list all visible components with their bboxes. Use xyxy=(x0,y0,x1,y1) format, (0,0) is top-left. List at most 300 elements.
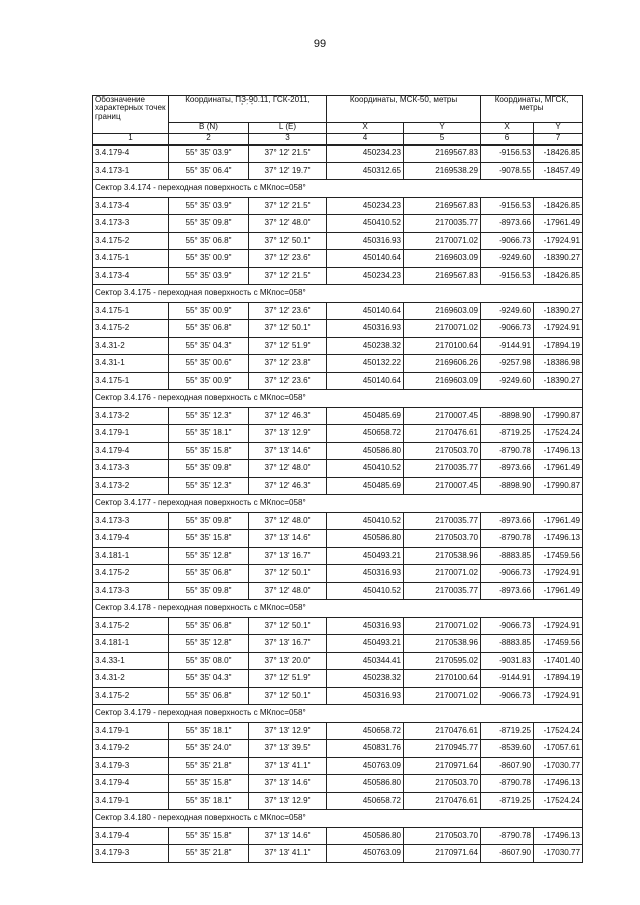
x-msk-cell: 450316.93 xyxy=(327,565,404,583)
longitude-cell: 37° 13' 16.7" xyxy=(249,635,327,653)
x-msk-cell: 450234.23 xyxy=(327,197,404,215)
x-mgsk-cell: -9156.53 xyxy=(481,197,534,215)
table-row xyxy=(93,442,583,460)
latitude-cell: 55° 35' 06.8" xyxy=(169,320,249,338)
latitude-cell: 55° 35' 06.4" xyxy=(169,162,249,180)
latitude-cell: 55° 35' 03.9" xyxy=(169,197,249,215)
x-msk-cell: 450132.22 xyxy=(327,355,404,373)
table-row xyxy=(93,775,583,793)
point-id-cell: 3.4.175-2 xyxy=(93,687,169,705)
x-mgsk-cell: -8539.60 xyxy=(481,740,534,758)
point-id-cell: 3.4.179-3 xyxy=(93,757,169,775)
y-mgsk-cell: -17924.91 xyxy=(534,617,583,635)
header-col-number: 2 xyxy=(169,134,249,145)
x-mgsk-cell: -9144.91 xyxy=(481,670,534,688)
table-row xyxy=(93,197,583,215)
x-msk-cell: 450658.72 xyxy=(327,722,404,740)
table-row xyxy=(93,635,583,653)
table-row xyxy=(93,337,583,355)
page-number: 99 xyxy=(313,38,327,50)
table-row xyxy=(93,477,583,495)
y-mgsk-cell: -17924.91 xyxy=(534,320,583,338)
latitude-cell: 55° 35' 00.9" xyxy=(169,250,249,268)
longitude-cell: 37° 12' 50.1" xyxy=(249,232,327,250)
y-msk-cell: 2170071.02 xyxy=(404,687,481,705)
y-msk-cell: 2170007.45 xyxy=(404,477,481,495)
x-mgsk-cell: -8898.90 xyxy=(481,407,534,425)
x-mgsk-cell: -8719.25 xyxy=(481,722,534,740)
x-mgsk-cell: -9066.73 xyxy=(481,687,534,705)
x-mgsk-cell: -9144.91 xyxy=(481,337,534,355)
longitude-cell: 37° 12' 21.5" xyxy=(249,145,327,163)
header-coords-pz90-label: Координаты, ПЗ-90.11, ГСК-2011, xyxy=(185,95,310,104)
table-row xyxy=(93,827,583,845)
y-msk-cell: 2170476.61 xyxy=(404,425,481,443)
y-msk-cell: 2170035.77 xyxy=(404,460,481,478)
longitude-cell: 37° 13' 14.6" xyxy=(249,827,327,845)
y-msk-cell: 2169538.29 xyxy=(404,162,481,180)
table-row xyxy=(93,302,583,320)
latitude-cell: 55° 35' 15.8" xyxy=(169,530,249,548)
x-mgsk-cell: -9249.60 xyxy=(481,302,534,320)
latitude-cell: 55° 35' 06.8" xyxy=(169,565,249,583)
x-msk-cell: 450140.64 xyxy=(327,250,404,268)
x-mgsk-cell: -8973.66 xyxy=(481,460,534,478)
x-mgsk-cell: -8973.66 xyxy=(481,582,534,600)
x-msk-cell: 450316.93 xyxy=(327,687,404,705)
latitude-cell: 55° 35' 06.8" xyxy=(169,232,249,250)
point-id-cell: 3.4.179-1 xyxy=(93,722,169,740)
x-msk-cell: 450493.21 xyxy=(327,547,404,565)
y-mgsk-cell: -17990.87 xyxy=(534,477,583,495)
table-row xyxy=(93,232,583,250)
point-id-cell: 3.4.181-1 xyxy=(93,547,169,565)
y-msk-cell: 2170503.70 xyxy=(404,775,481,793)
point-id-cell: 3.4.33-1 xyxy=(93,652,169,670)
x-msk-cell: 450316.93 xyxy=(327,617,404,635)
y-msk-cell: 2170476.61 xyxy=(404,792,481,810)
y-mgsk-cell: -17924.91 xyxy=(534,687,583,705)
y-msk-cell: 2170035.77 xyxy=(404,582,481,600)
header-b-n: B (N) xyxy=(169,123,249,134)
header-col-number: 6 xyxy=(481,134,534,145)
header-x-msk: X xyxy=(327,123,404,134)
y-mgsk-cell: -17924.91 xyxy=(534,232,583,250)
y-msk-cell: 2170007.45 xyxy=(404,407,481,425)
y-mgsk-cell: -18390.27 xyxy=(534,250,583,268)
y-msk-cell: 2170538.96 xyxy=(404,547,481,565)
latitude-cell: 55° 35' 12.3" xyxy=(169,407,249,425)
point-id-cell: 3.4.175-2 xyxy=(93,565,169,583)
y-msk-cell: 2169567.83 xyxy=(404,145,481,163)
x-msk-cell: 450140.64 xyxy=(327,372,404,390)
y-msk-cell: 2170503.70 xyxy=(404,442,481,460)
longitude-cell: 37° 12' 50.1" xyxy=(249,320,327,338)
point-id-cell: 3.4.175-2 xyxy=(93,232,169,250)
y-mgsk-cell: -17961.49 xyxy=(534,460,583,478)
latitude-cell: 55° 35' 06.8" xyxy=(169,687,249,705)
longitude-cell: 37° 13' 41.1" xyxy=(249,845,327,863)
x-mgsk-cell: -8973.66 xyxy=(481,215,534,233)
x-mgsk-cell: -8719.25 xyxy=(481,425,534,443)
x-mgsk-cell: -8883.85 xyxy=(481,547,534,565)
y-mgsk-cell: -17401.40 xyxy=(534,652,583,670)
y-msk-cell: 2170971.64 xyxy=(404,845,481,863)
header-col-number: 4 xyxy=(327,134,404,145)
point-id-cell: 3.4.179-2 xyxy=(93,740,169,758)
longitude-cell: 37° 13' 12.9" xyxy=(249,722,327,740)
header-coords-pz90 xyxy=(169,96,327,123)
y-msk-cell: 2170071.02 xyxy=(404,232,481,250)
table-row xyxy=(93,757,583,775)
sector-title: Сектор 3.4.174 - переходная поверхность с МКпос=058° xyxy=(93,180,583,198)
y-msk-cell: 2170595.02 xyxy=(404,652,481,670)
y-mgsk-cell: -17496.13 xyxy=(534,775,583,793)
x-msk-cell: 450410.52 xyxy=(327,582,404,600)
x-msk-cell: 450410.52 xyxy=(327,460,404,478)
x-msk-cell: 450344.41 xyxy=(327,652,404,670)
x-msk-cell: 450234.23 xyxy=(327,145,404,163)
point-id-cell: 3.4.31-1 xyxy=(93,355,169,373)
point-id-cell: 3.4.173-1 xyxy=(93,162,169,180)
point-id-cell: 3.4.173-3 xyxy=(93,512,169,530)
x-msk-cell: 450234.23 xyxy=(327,267,404,285)
longitude-cell: 37° 13' 20.0" xyxy=(249,652,327,670)
point-id-cell: 3.4.173-3 xyxy=(93,215,169,233)
point-id-cell: 3.4.179-4 xyxy=(93,530,169,548)
longitude-cell: 37° 12' 51.9" xyxy=(249,670,327,688)
sector-row xyxy=(93,180,583,198)
header-col-number: 1 xyxy=(93,134,169,145)
table-row xyxy=(93,425,583,443)
x-mgsk-cell: -9078.55 xyxy=(481,162,534,180)
sector-row xyxy=(93,390,583,408)
longitude-cell: 37° 12' 21.5" xyxy=(249,197,327,215)
point-id-cell: 3.4.179-4 xyxy=(93,827,169,845)
y-msk-cell: 2170503.70 xyxy=(404,827,481,845)
x-mgsk-cell: -9066.73 xyxy=(481,320,534,338)
point-id-cell: 3.4.173-4 xyxy=(93,267,169,285)
sector-row xyxy=(93,810,583,828)
longitude-cell: 37° 13' 14.6" xyxy=(249,775,327,793)
x-mgsk-cell: -8790.78 xyxy=(481,827,534,845)
y-msk-cell: 2170100.64 xyxy=(404,337,481,355)
x-mgsk-cell: -9249.60 xyxy=(481,372,534,390)
table-row xyxy=(93,670,583,688)
header-l-e: L (E) xyxy=(249,123,327,134)
y-msk-cell: 2170071.02 xyxy=(404,617,481,635)
x-msk-cell: 450238.32 xyxy=(327,337,404,355)
point-id-cell: 3.4.175-2 xyxy=(93,320,169,338)
x-mgsk-cell: -8883.85 xyxy=(481,635,534,653)
table-row xyxy=(93,145,583,163)
x-msk-cell: 450316.93 xyxy=(327,320,404,338)
latitude-cell: 55° 35' 00.9" xyxy=(169,302,249,320)
point-id-cell: 3.4.179-4 xyxy=(93,442,169,460)
x-msk-cell: 450140.64 xyxy=(327,302,404,320)
longitude-cell: 37° 12' 23.6" xyxy=(249,372,327,390)
latitude-cell: 55° 35' 24.0" xyxy=(169,740,249,758)
y-mgsk-cell: -17524.24 xyxy=(534,425,583,443)
latitude-cell: 55° 35' 00.6" xyxy=(169,355,249,373)
point-id-cell: 3.4.173-3 xyxy=(93,460,169,478)
point-id-cell: 3.4.175-1 xyxy=(93,302,169,320)
table-row xyxy=(93,565,583,583)
y-mgsk-cell: -18390.27 xyxy=(534,372,583,390)
sector-title: Сектор 3.4.175 - переходная поверхность с МКпос=058° xyxy=(93,285,583,303)
y-mgsk-cell: -17459.56 xyxy=(534,547,583,565)
x-mgsk-cell: -8973.66 xyxy=(481,512,534,530)
x-mgsk-cell: -9156.53 xyxy=(481,145,534,163)
point-id-cell: 3.4.175-1 xyxy=(93,250,169,268)
x-mgsk-cell: -9066.73 xyxy=(481,232,534,250)
y-msk-cell: 2170503.70 xyxy=(404,530,481,548)
latitude-cell: 55° 35' 21.8" xyxy=(169,845,249,863)
sector-row xyxy=(93,705,583,723)
y-msk-cell: 2170945.77 xyxy=(404,740,481,758)
longitude-cell: 37° 13' 16.7" xyxy=(249,547,327,565)
latitude-cell: 55° 35' 06.8" xyxy=(169,617,249,635)
x-msk-cell: 450485.69 xyxy=(327,407,404,425)
latitude-cell: 55° 35' 00.9" xyxy=(169,372,249,390)
latitude-cell: 55° 35' 09.8" xyxy=(169,512,249,530)
longitude-cell: 37° 12' 48.0" xyxy=(249,215,327,233)
point-id-cell: 3.4.173-2 xyxy=(93,407,169,425)
y-msk-cell: 2169603.09 xyxy=(404,250,481,268)
longitude-cell: 37° 12' 23.8" xyxy=(249,355,327,373)
x-msk-cell: 450831.76 xyxy=(327,740,404,758)
point-id-cell: 3.4.179-4 xyxy=(93,145,169,163)
x-mgsk-cell: -9066.73 xyxy=(481,617,534,635)
y-mgsk-cell: -17961.49 xyxy=(534,582,583,600)
x-msk-cell: 450410.52 xyxy=(327,512,404,530)
header-coords-pz90-units: ° ′ ″ xyxy=(241,103,254,110)
table-row xyxy=(93,845,583,863)
x-mgsk-cell: -9066.73 xyxy=(481,565,534,583)
x-msk-cell: 450586.80 xyxy=(327,442,404,460)
y-msk-cell: 2169567.83 xyxy=(404,197,481,215)
y-mgsk-cell: -18426.85 xyxy=(534,267,583,285)
x-msk-cell: 450312.65 xyxy=(327,162,404,180)
longitude-cell: 37° 12' 50.1" xyxy=(249,617,327,635)
table-header xyxy=(93,96,583,145)
y-mgsk-cell: -17924.91 xyxy=(534,565,583,583)
header-col-number: 3 xyxy=(249,134,327,145)
latitude-cell: 55° 35' 09.8" xyxy=(169,215,249,233)
longitude-cell: 37° 12' 23.6" xyxy=(249,302,327,320)
y-msk-cell: 2169606.26 xyxy=(404,355,481,373)
table-row xyxy=(93,582,583,600)
table-row xyxy=(93,687,583,705)
table-row xyxy=(93,320,583,338)
x-msk-cell: 450586.80 xyxy=(327,827,404,845)
longitude-cell: 37° 12' 48.0" xyxy=(249,460,327,478)
point-id-cell: 3.4.179-3 xyxy=(93,845,169,863)
y-mgsk-cell: -18457.49 xyxy=(534,162,583,180)
longitude-cell: 37° 12' 50.1" xyxy=(249,565,327,583)
y-msk-cell: 2170538.96 xyxy=(404,635,481,653)
header-y-msk: Y xyxy=(404,123,481,134)
y-msk-cell: 2170100.64 xyxy=(404,670,481,688)
x-msk-cell: 450586.80 xyxy=(327,775,404,793)
y-mgsk-cell: -17894.19 xyxy=(534,337,583,355)
x-msk-cell: 450586.80 xyxy=(327,530,404,548)
header-coords-mgsk: Координаты, МГСК, метры xyxy=(481,96,583,123)
longitude-cell: 37° 12' 48.0" xyxy=(249,512,327,530)
y-mgsk-cell: -17459.56 xyxy=(534,635,583,653)
point-id-cell: 3.4.31-2 xyxy=(93,670,169,688)
x-mgsk-cell: -8607.90 xyxy=(481,757,534,775)
longitude-cell: 37° 12' 46.3" xyxy=(249,477,327,495)
point-id-cell: 3.4.31-2 xyxy=(93,337,169,355)
y-mgsk-cell: -17961.49 xyxy=(534,512,583,530)
latitude-cell: 55° 35' 12.8" xyxy=(169,635,249,653)
y-msk-cell: 2169603.09 xyxy=(404,302,481,320)
latitude-cell: 55° 35' 03.9" xyxy=(169,145,249,163)
longitude-cell: 37° 13' 12.9" xyxy=(249,792,327,810)
header-col-number: 7 xyxy=(534,134,583,145)
x-mgsk-cell: -8790.78 xyxy=(481,775,534,793)
table-row xyxy=(93,215,583,233)
latitude-cell: 55° 35' 12.8" xyxy=(169,547,249,565)
x-msk-cell: 450658.72 xyxy=(327,792,404,810)
latitude-cell: 55° 35' 15.8" xyxy=(169,442,249,460)
x-mgsk-cell: -8607.90 xyxy=(481,845,534,863)
point-id-cell: 3.4.179-1 xyxy=(93,792,169,810)
y-msk-cell: 2169603.09 xyxy=(404,372,481,390)
y-msk-cell: 2169567.83 xyxy=(404,267,481,285)
sector-title: Сектор 3.4.179 - переходная поверхность с МКпос=058° xyxy=(93,705,583,723)
y-mgsk-cell: -17496.13 xyxy=(534,442,583,460)
longitude-cell: 37° 12' 21.5" xyxy=(249,267,327,285)
table-row xyxy=(93,355,583,373)
longitude-cell: 37° 12' 19.7" xyxy=(249,162,327,180)
longitude-cell: 37° 13' 39.5" xyxy=(249,740,327,758)
latitude-cell: 55° 35' 18.1" xyxy=(169,722,249,740)
y-mgsk-cell: -17524.24 xyxy=(534,722,583,740)
latitude-cell: 55° 35' 12.3" xyxy=(169,477,249,495)
longitude-cell: 37° 12' 23.6" xyxy=(249,250,327,268)
y-mgsk-cell: -17030.77 xyxy=(534,757,583,775)
x-msk-cell: 450658.72 xyxy=(327,425,404,443)
y-msk-cell: 2170035.77 xyxy=(404,215,481,233)
point-id-cell: 3.4.181-1 xyxy=(93,635,169,653)
table-row xyxy=(93,740,583,758)
y-mgsk-cell: -17961.49 xyxy=(534,215,583,233)
y-mgsk-cell: -17496.13 xyxy=(534,530,583,548)
table-row xyxy=(93,407,583,425)
sector-title: Сектор 3.4.180 - переходная поверхность с МКпос=058° xyxy=(93,810,583,828)
header-point-designation: Обозначение характерных точек границ xyxy=(93,96,169,134)
longitude-cell: 37° 13' 14.6" xyxy=(249,442,327,460)
y-msk-cell: 2170476.61 xyxy=(404,722,481,740)
y-msk-cell: 2170971.64 xyxy=(404,757,481,775)
longitude-cell: 37° 13' 41.1" xyxy=(249,757,327,775)
latitude-cell: 55° 35' 18.1" xyxy=(169,792,249,810)
x-mgsk-cell: -8898.90 xyxy=(481,477,534,495)
header-y-mgsk: Y xyxy=(534,123,583,134)
table-row xyxy=(93,250,583,268)
sector-row xyxy=(93,285,583,303)
x-msk-cell: 450238.32 xyxy=(327,670,404,688)
y-msk-cell: 2170071.02 xyxy=(404,565,481,583)
latitude-cell: 55° 35' 09.8" xyxy=(169,582,249,600)
x-msk-cell: 450485.69 xyxy=(327,477,404,495)
x-mgsk-cell: -9249.60 xyxy=(481,250,534,268)
x-mgsk-cell: -8790.78 xyxy=(481,530,534,548)
x-mgsk-cell: -9156.53 xyxy=(481,267,534,285)
sector-title: Сектор 3.4.177 - переходная поверхность с МКпос=058° xyxy=(93,495,583,513)
longitude-cell: 37° 13' 14.6" xyxy=(249,530,327,548)
header-col-number: 5 xyxy=(404,134,481,145)
table-body xyxy=(93,145,583,863)
x-msk-cell: 450763.09 xyxy=(327,845,404,863)
header-x-mgsk: X xyxy=(481,123,534,134)
longitude-cell: 37° 13' 12.9" xyxy=(249,425,327,443)
longitude-cell: 37° 12' 46.3" xyxy=(249,407,327,425)
sector-title: Сектор 3.4.176 - переходная поверхность с МКпос=058° xyxy=(93,390,583,408)
table-row xyxy=(93,460,583,478)
table-row xyxy=(93,617,583,635)
y-msk-cell: 2170035.77 xyxy=(404,512,481,530)
x-msk-cell: 450763.09 xyxy=(327,757,404,775)
y-msk-cell: 2170071.02 xyxy=(404,320,481,338)
table-row xyxy=(93,372,583,390)
x-msk-cell: 450316.93 xyxy=(327,232,404,250)
longitude-cell: 37° 12' 48.0" xyxy=(249,582,327,600)
point-id-cell: 3.4.173-3 xyxy=(93,582,169,600)
y-mgsk-cell: -18386.98 xyxy=(534,355,583,373)
latitude-cell: 55° 35' 03.9" xyxy=(169,267,249,285)
latitude-cell: 55° 35' 04.3" xyxy=(169,670,249,688)
longitude-cell: 37° 12' 50.1" xyxy=(249,687,327,705)
table-row xyxy=(93,792,583,810)
sector-title: Сектор 3.4.178 - переходная поверхность с МКпос=058° xyxy=(93,600,583,618)
table-row xyxy=(93,530,583,548)
header-coords-msk50: Координаты, МСК-50, метры xyxy=(327,96,481,123)
latitude-cell: 55° 35' 08.0" xyxy=(169,652,249,670)
table-row xyxy=(93,652,583,670)
x-mgsk-cell: -9257.98 xyxy=(481,355,534,373)
latitude-cell: 55° 35' 21.8" xyxy=(169,757,249,775)
table-row xyxy=(93,162,583,180)
x-msk-cell: 450493.21 xyxy=(327,635,404,653)
latitude-cell: 55° 35' 15.8" xyxy=(169,775,249,793)
y-mgsk-cell: -17524.24 xyxy=(534,792,583,810)
point-id-cell: 3.4.175-2 xyxy=(93,617,169,635)
coordinates-table xyxy=(92,95,583,863)
latitude-cell: 55° 35' 09.8" xyxy=(169,460,249,478)
point-id-cell: 3.4.179-1 xyxy=(93,425,169,443)
x-mgsk-cell: -8790.78 xyxy=(481,442,534,460)
sector-row xyxy=(93,495,583,513)
y-mgsk-cell: -18426.85 xyxy=(534,145,583,163)
latitude-cell: 55° 35' 15.8" xyxy=(169,827,249,845)
latitude-cell: 55° 35' 04.3" xyxy=(169,337,249,355)
longitude-cell: 37° 12' 51.9" xyxy=(249,337,327,355)
point-id-cell: 3.4.175-1 xyxy=(93,372,169,390)
y-mgsk-cell: -18390.27 xyxy=(534,302,583,320)
point-id-cell: 3.4.179-4 xyxy=(93,775,169,793)
y-mgsk-cell: -17057.61 xyxy=(534,740,583,758)
table-row xyxy=(93,547,583,565)
y-mgsk-cell: -17990.87 xyxy=(534,407,583,425)
table-row xyxy=(93,267,583,285)
y-mgsk-cell: -17496.13 xyxy=(534,827,583,845)
latitude-cell: 55° 35' 18.1" xyxy=(169,425,249,443)
table-row xyxy=(93,512,583,530)
y-mgsk-cell: -18426.85 xyxy=(534,197,583,215)
